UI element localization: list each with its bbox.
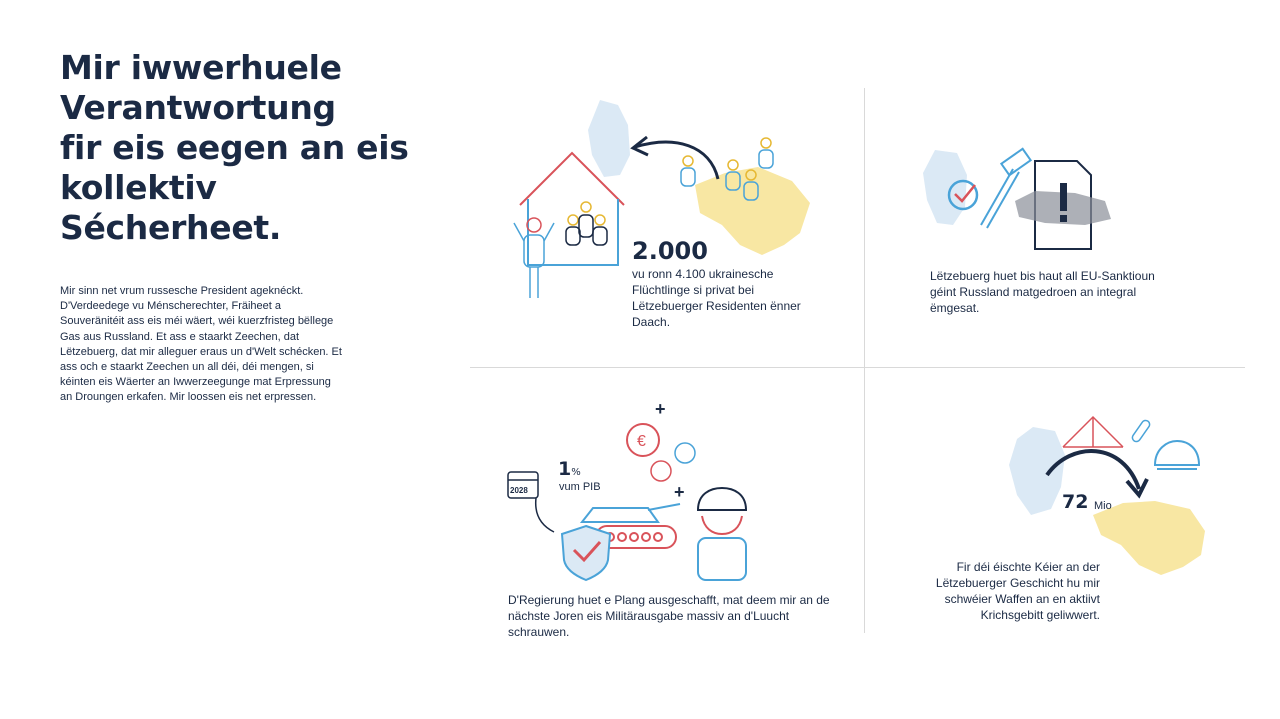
year-label: 2028 <box>510 486 528 495</box>
military-illustration <box>498 398 748 583</box>
sanctions-text: Lëtzebuerg huet bis haut all EU-Sanktioun géint Russland matgedroen an integral ëmgesat. <box>930 269 1155 315</box>
vertical-divider <box>864 88 865 633</box>
intro-paragraph: Mir sinn net vrum russesche President ageknéckt. D'Verdeedege vu Ménscherechter, Fräiheet a Souveränitéit ass eis méi wäert, wéi kuerzfristeg bëllege Gas aus Russland. Et ass e staarkt Zeechen, dat Lëtzebuerg, dat mir alleguer eraus un d'Welt schécken. Et ass och e staarkt Zeechen un all déi, déi mengen, si kéinten eis Wäerter an Iwwerzeegunge mat Erpressung an Droungen erkafen. Mir loossen eis net erpressen. <box>60 285 342 404</box>
arms-unit: Mio <box>1094 500 1112 512</box>
horizontal-divider <box>470 367 1245 368</box>
title-line: Verantwortung <box>60 88 336 127</box>
tent-icon <box>1063 417 1123 447</box>
sanctions-illustration <box>915 145 1125 255</box>
arrow-icon <box>536 498 554 532</box>
bullet-icon <box>1131 419 1151 443</box>
title-line: Sécherheet. <box>60 208 282 247</box>
refugee-text: vu ronn 4.100 ukrainesche Flüchtlinge si privat bei Lëtzebuerger Residenten ënner Daach. <box>632 267 801 329</box>
plus-icon: + <box>655 399 666 419</box>
pib-label: vum PIB <box>559 481 601 493</box>
refugee-number: 2.000 <box>632 237 708 265</box>
euro-coin-icon <box>627 424 695 481</box>
military-text: D'Regierung huet e Plang ausgeschafft, mat deem mir an de nächste Joren eis Militärausgabe massiv an d'Luucht schrauwen. <box>508 593 830 639</box>
title-line: Mir iwwerhuele <box>60 48 342 87</box>
svg-text:€: € <box>637 433 646 450</box>
luxembourg-map-icon <box>588 100 630 177</box>
plus-icon: + <box>674 482 685 502</box>
soldier-icon <box>698 488 746 580</box>
title-line: kollektiv <box>60 168 217 207</box>
ukraine-map-icon <box>1093 501 1205 575</box>
page-title <box>60 48 440 248</box>
arms-number: 72 <box>1062 491 1089 513</box>
percent-value: 1% <box>558 458 581 480</box>
resident-icon <box>514 218 554 298</box>
arms-illustration <box>1005 405 1210 585</box>
family-icon <box>566 202 607 245</box>
arms-text: Fir déi éischte Kéier an der Lëtzebuerger Geschicht hu mir schwéier Waffen an en aktiivt Krichsgebitt geliwwert. <box>935 560 1100 622</box>
luxembourg-map-icon <box>923 150 967 225</box>
luxembourg-map-icon <box>1009 427 1065 515</box>
shield-icon <box>562 526 610 580</box>
document-icon <box>1015 161 1111 249</box>
title-line: fir eis eegen an eis <box>60 128 409 167</box>
arrow-icon <box>635 142 718 179</box>
helmet-icon <box>1155 441 1199 469</box>
